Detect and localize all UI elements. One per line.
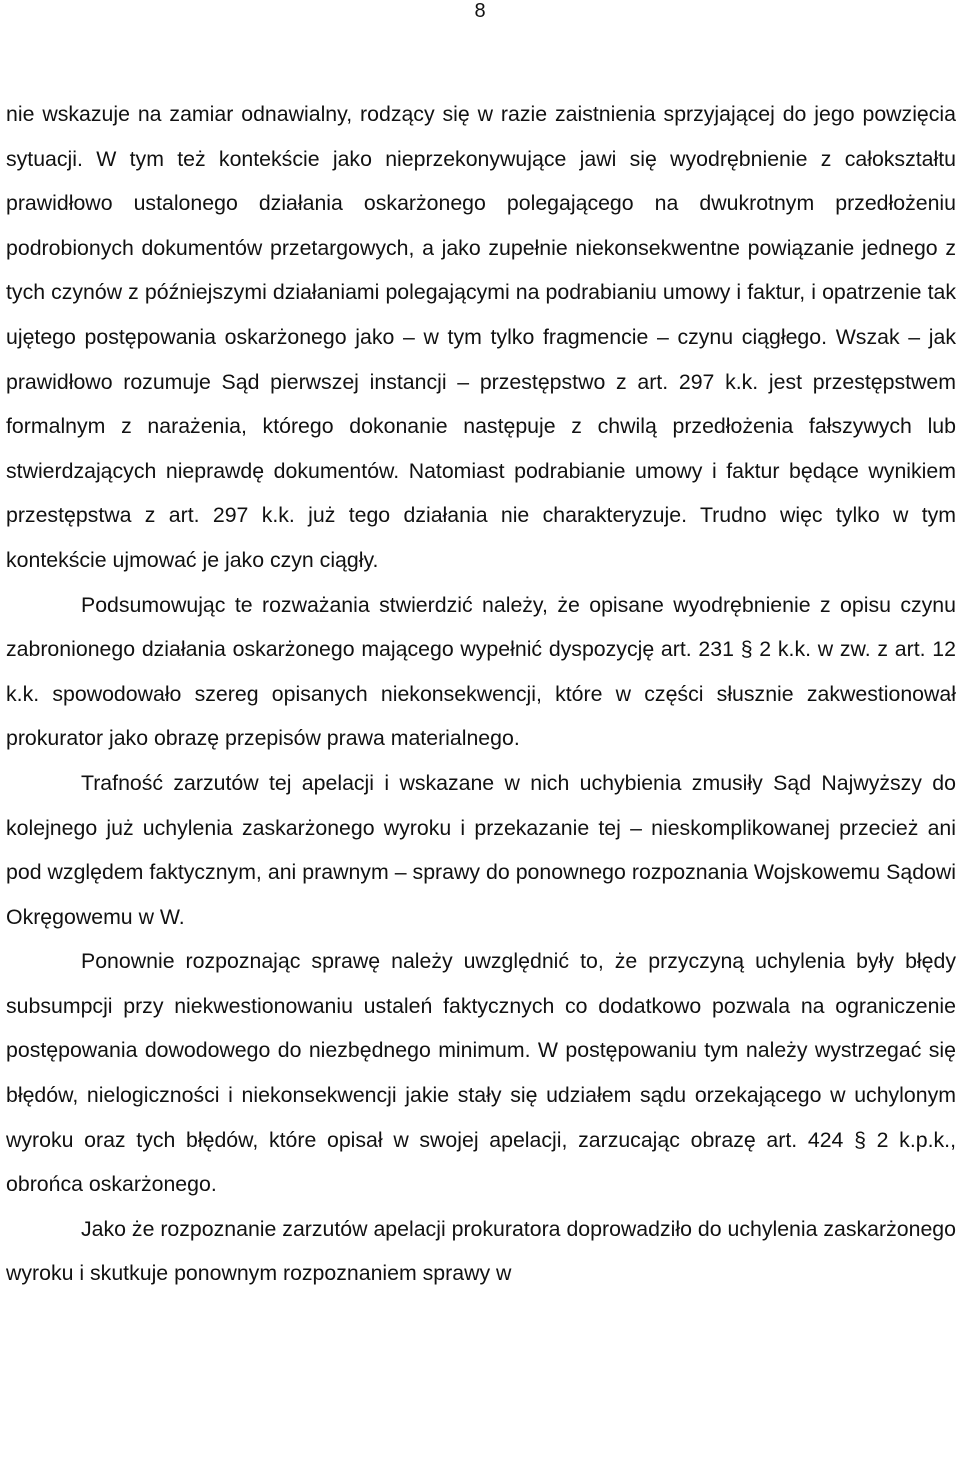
page-number: 8 <box>474 0 486 22</box>
paragraph: Jako że rozpoznanie zarzutów apelacji prokuratora doprowadziło do uchylenia zaskarżonego wyroku i skutkuje ponownym rozpoznaniem sprawy w <box>6 1216 956 1286</box>
paragraph: nie wskazuje na zamiar odnawialny, rodzący się w razie zaistnienia sprzyjającej do jego powzięcia sytuacji. W tym też kontekście jako nieprzekonywujące jawi się wyodrębnienie z całokształtu prawidłowo ustalonego działania oskarżonego polegającego na dwukrotnym przedłożeniu podrobionych dokumentów przetargowych, a jako zupełnie niekonsekwentne powiązanie jednego z tych czynów z późniejszymi działaniami polegającymi na podrabianiu umowy i faktur, i opatrzenie tak ujętego postępowania oskarżonego jako – w tym tylko fragmencie – czynu ciągłego. Wszak – jak prawidłowo rozumuje Sąd pierwszej instancji – przestępstwo z art. 297 k.k. jest przestępstwem formalnym z narażenia, którego dokonanie następuje z chwilą przedłożenia fałszywych lub stwierdzających nieprawdę dokumentów. Natomiast podrabianie umowy i faktur będące wynikiem przestępstwa z art. 297 k.k. już tego działania nie charakteryzuje. Trudno więc tylko w tym kontekście ujmować je jako czyn ciągły. <box>6 102 956 572</box>
document-body <box>6 92 956 1296</box>
paragraph: Ponownie rozpoznając sprawę należy uwzględnić to, że przyczyną uchylenia były błędy subsumpcji przy niekwestionowaniu ustaleń faktycznych co dodatkowo pozwala na ograniczenie postępowania dowodowego do niezbędnego minimum. W postępowaniu tym należy wystrzegać się błędów, nielogiczności i niekonsekwencji jakie stały się udziałem sądu orzekającego w uchylonym wyroku oraz tych błędów, które opisał w swojej apelacji, zarzucając obrazę art. 424 § 2 k.p.k., obrońca oskarżonego. <box>6 949 956 1197</box>
paragraph: Trafność zarzutów tej apelacji i wskazane w nich uchybienia zmusiły Sąd Najwyższy do kolejnego już uchylenia zaskarżonego wyroku i przekazanie tej – nieskomplikowanej przecież ani pod względem faktycznym, ani prawnym – sprawy do ponownego rozpoznania Wojskowemu Sądowi Okręgowemu w W. <box>6 770 956 929</box>
paragraph: Podsumowując te rozważania stwierdzić należy, że opisane wyodrębnienie z opisu czynu zabronionego działania oskarżonego mającego wypełnić dyspozycję art. 231 § 2 k.k. w zw. z art. 12 k.k. spowodowało szereg opisanych niekonsekwencji, które w części słusznie zakwestionował prokurator jako obrazę przepisów prawa materialnego. <box>6 592 956 751</box>
